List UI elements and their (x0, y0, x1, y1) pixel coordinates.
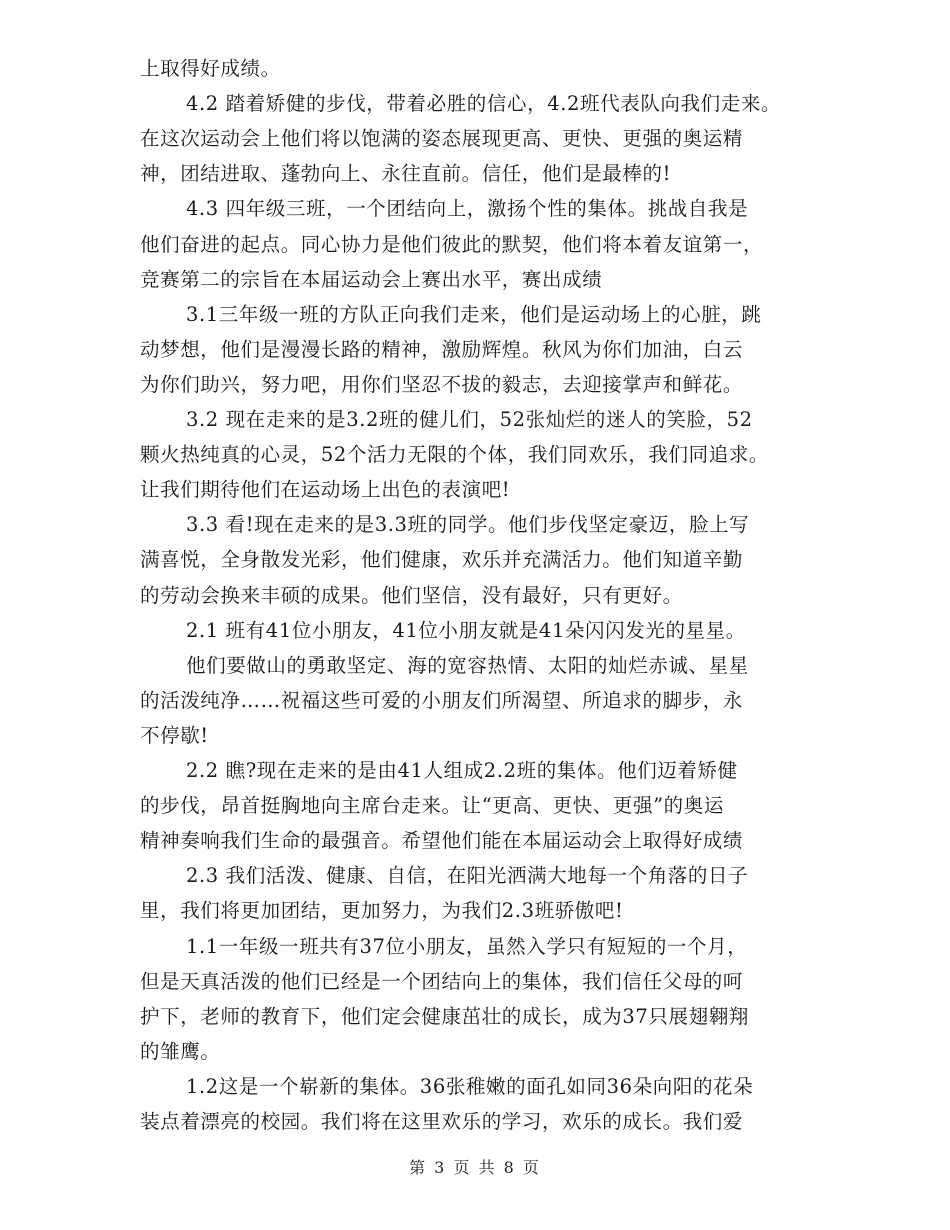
text-line: 上取得好成绩。 (140, 57, 281, 80)
text-line: 1.1一年级一班共有37位小朋友，虽然入学只有短短的一个月， (186, 934, 748, 958)
text-line: 4.3 四年级三班，一个团结向上，激扬个性的集体。挑战自我是 (186, 197, 749, 221)
text-line: 2.1 班有41位小朋友，41位小朋友就是41朵闪闪发光的星星。 (186, 618, 746, 642)
text-line: 护下，老师的教育下，他们定会健康茁壮的成长，成为37只展翅翱翔 (140, 1004, 749, 1028)
text-line: 颗火热纯真的心灵，52个活力无限的个体，我们同欢乐，我们同追求。 (140, 443, 770, 467)
text-line: 满喜悦，全身散发光彩，他们健康，欢乐并充满活力。他们知道辛勤 (140, 548, 744, 572)
text-line: 在这次运动会上他们将以饱满的姿态展现更高、更快、更强的奥运精 (140, 127, 744, 151)
text-line: 1.2这是一个崭新的集体。36张稚嫩的面孔如同36朵向阳的花朵 (186, 1074, 754, 1098)
text-line: 竞赛第二的宗旨在本届运动会上赛出水平，赛出成绩 (140, 267, 603, 291)
text-line: 他们奋进的起点。同心协力是他们彼此的默契，他们将本着友谊第一， (140, 232, 764, 256)
page-number-footer: 第 3 页 共 8 页 (409, 1158, 541, 1177)
text-line: 3.2 现在走来的是3.2班的健儿们，52张灿烂的迷人的笑脸，52 (186, 408, 753, 431)
text-line: 的活泼纯净……祝福这些可爱的小朋友们所渴望、所追求的脚步，永 (140, 688, 744, 712)
text-line: 3.1三年级一班的方队正向我们走来，他们是运动场上的心脏，跳 (186, 302, 762, 326)
text-line: 的雏鹰。 (140, 1039, 221, 1063)
text-line: 里，我们将更加团结，更加努力，为我们2.3班骄傲吧! (140, 899, 624, 923)
text-line: 他们要做山的勇敢坚定、海的宽容热情、太阳的灿烂赤诚、星星 (186, 653, 749, 677)
text-line: 的步伐，昂首挺胸地向主席台走来。让“更高、更快、更强”的奥运 (140, 794, 724, 818)
text-line: 装点着漂亮的校园。我们将在这里欢乐的学习，欢乐的成长。我们爱 (140, 1110, 744, 1133)
text-line: 精神奏响我们生命的最强音。希望他们能在本届运动会上取得好成绩 (140, 829, 744, 853)
text-line: 让我们期待他们在运动场上出色的表演吧! (140, 478, 511, 502)
text-line: 但是天真活泼的他们已经是一个团结向上的集体，我们信任父母的呵 (140, 969, 744, 993)
text-line: 不停歇! (140, 723, 209, 747)
text-line: 3.3 看!现在走来的是3.3班的同学。他们步伐坚定豪迈，脸上写 (186, 513, 750, 537)
text-line: 动梦想，他们是漫漫长路的精神，激励辉煌。秋风为你们加油，白云 (140, 337, 744, 361)
text-line: 神，团结进取、蓬勃向上、永往直前。信任，他们是最棒的! (140, 162, 672, 186)
text-line: 2.3 我们活泼、健康、自信，在阳光洒满大地每一个角落的日子 (186, 864, 749, 888)
text-line: 4.2 踏着矫健的步伐，带着必胜的信心，4.2班代表队向我们走来。 (186, 92, 782, 116)
text-line: 为你们助兴，努力吧，用你们坚忍不拔的毅志，去迎接掌声和鲜花。 (140, 372, 744, 396)
text-line: 的劳动会换来丰硕的成果。他们坚信，没有最好，只有更好。 (140, 583, 683, 607)
text-line: 2.2 瞧?现在走来的是由41人组成2.2班的集体。他们迈着矫健 (186, 759, 738, 782)
